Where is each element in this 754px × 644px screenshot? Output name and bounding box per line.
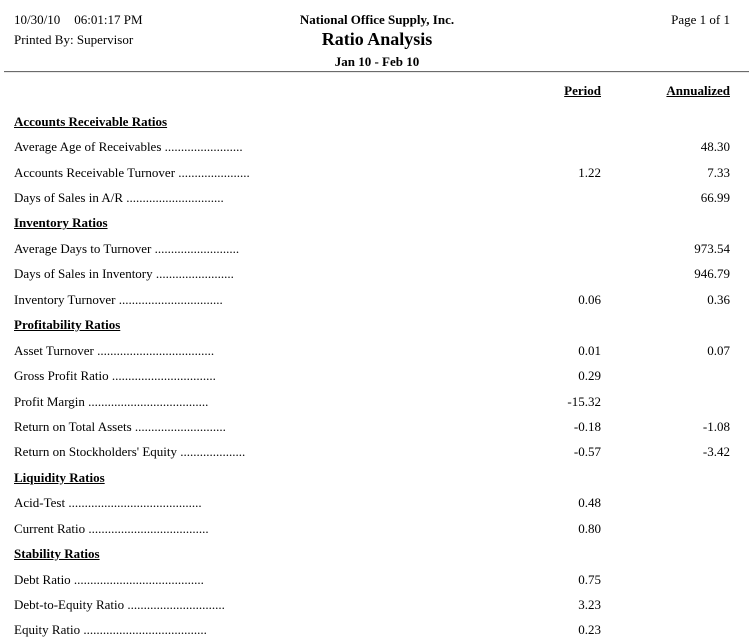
period-value: -15.32 xyxy=(567,393,601,409)
ratio-label: Inventory Turnover ................................ xyxy=(14,291,223,307)
column-header-row xyxy=(14,83,730,99)
page-indicator: Page 1 of 1 xyxy=(671,12,730,27)
ratio-row xyxy=(14,363,730,388)
ratio-row xyxy=(14,592,730,617)
period-value: -0.18 xyxy=(573,418,601,434)
ratio-label: Debt Ratio ........................................ xyxy=(14,571,204,587)
ratio-row xyxy=(14,618,730,643)
ratio-row xyxy=(14,567,730,592)
period-value: 0.29 xyxy=(578,368,601,384)
ratio-row xyxy=(14,440,730,465)
ratio-row xyxy=(14,287,730,312)
annualized-value: 973.54 xyxy=(694,240,730,256)
annualized-value: 946.79 xyxy=(694,266,730,282)
report-date-range: Jan 10 - Feb 10 xyxy=(334,54,420,69)
section-header-cell xyxy=(14,317,501,333)
section-header-cell xyxy=(14,114,501,130)
ratio-row xyxy=(14,185,730,210)
ratio-label: Current Ratio ..................................... xyxy=(14,520,209,536)
ratio-label: Equity Ratio ...................................... xyxy=(14,622,207,638)
printed-by: Printed By: Supervisor xyxy=(14,32,134,47)
report-date: 10/30/10 xyxy=(14,12,61,27)
period-value: 0.80 xyxy=(578,520,601,536)
period-value: 0.23 xyxy=(578,622,601,638)
period-value: -0.57 xyxy=(573,444,601,460)
ratio-label: Return on Stockholders' Equity .................... xyxy=(14,444,246,460)
ratio-row xyxy=(14,134,730,159)
period-value: 0.06 xyxy=(578,291,601,307)
ratio-row xyxy=(14,160,730,185)
annualized-value: -3.42 xyxy=(702,444,730,460)
ratio-label: Debt-to-Equity Ratio .............................. xyxy=(14,597,225,613)
ratio-label: Days of Sales in A/R .............................. xyxy=(14,190,224,206)
ratio-label: Average Days to Turnover .......................... xyxy=(14,240,240,256)
ratio-label: Return on Total Assets ............................ xyxy=(14,418,226,434)
period-value: 0.48 xyxy=(578,495,601,511)
annualized-value: 0.07 xyxy=(707,342,730,358)
ratio-label: Accounts Receivable Turnover ...................... xyxy=(14,164,250,180)
period-value: 1.22 xyxy=(578,164,601,180)
annualized-value: 7.33 xyxy=(707,164,730,180)
section-title: Inventory Ratios xyxy=(14,215,108,231)
report-body xyxy=(14,109,730,643)
section-title: Accounts Receivable Ratios xyxy=(14,113,168,129)
annualized-value: 66.99 xyxy=(700,190,730,206)
period-value: 3.23 xyxy=(578,597,601,613)
report-title: Ratio Analysis xyxy=(321,29,433,49)
ratio-row xyxy=(14,338,730,363)
section-title: Stability Ratios xyxy=(14,546,100,562)
section-header-row xyxy=(14,465,730,490)
ratio-label: Gross Profit Ratio ................................ xyxy=(14,368,216,384)
section-header-row xyxy=(14,211,730,236)
section-header-cell xyxy=(14,215,501,231)
company-name: National Office Supply, Inc. xyxy=(299,12,455,27)
section-title: Liquidity Ratios xyxy=(14,469,105,485)
ratio-label: Profit Margin ..................................... xyxy=(14,393,209,409)
section-title: Profitability Ratios xyxy=(14,317,121,333)
ratio-row xyxy=(14,516,730,541)
column-header-annualized: Annualized xyxy=(666,83,730,98)
section-header-row xyxy=(14,313,730,338)
period-value: 0.01 xyxy=(578,342,601,358)
section-header-row xyxy=(14,109,730,134)
ratio-row xyxy=(14,491,730,516)
column-header-period: Period xyxy=(564,83,601,98)
section-header-cell xyxy=(14,470,501,486)
ratio-row xyxy=(14,236,730,261)
ratio-row xyxy=(14,389,730,414)
ratio-label: Acid-Test ......................................... xyxy=(14,495,202,511)
section-header-row xyxy=(14,541,730,566)
ratio-row xyxy=(14,414,730,439)
ratio-label: Days of Sales in Inventory ........................ xyxy=(14,266,234,282)
period-value: 0.75 xyxy=(578,571,601,587)
report-time: 06:01:17 PM xyxy=(74,12,143,27)
ratio-row xyxy=(14,262,730,287)
annualized-value: 0.36 xyxy=(707,291,730,307)
ratio-label: Average Age of Receivables ........................ xyxy=(14,139,243,155)
section-header-cell xyxy=(14,546,501,562)
annualized-value: -1.08 xyxy=(702,418,730,434)
annualized-value: 48.30 xyxy=(700,139,730,155)
ratio-label: Asset Turnover .................................... xyxy=(14,342,215,358)
header-divider xyxy=(4,71,749,73)
